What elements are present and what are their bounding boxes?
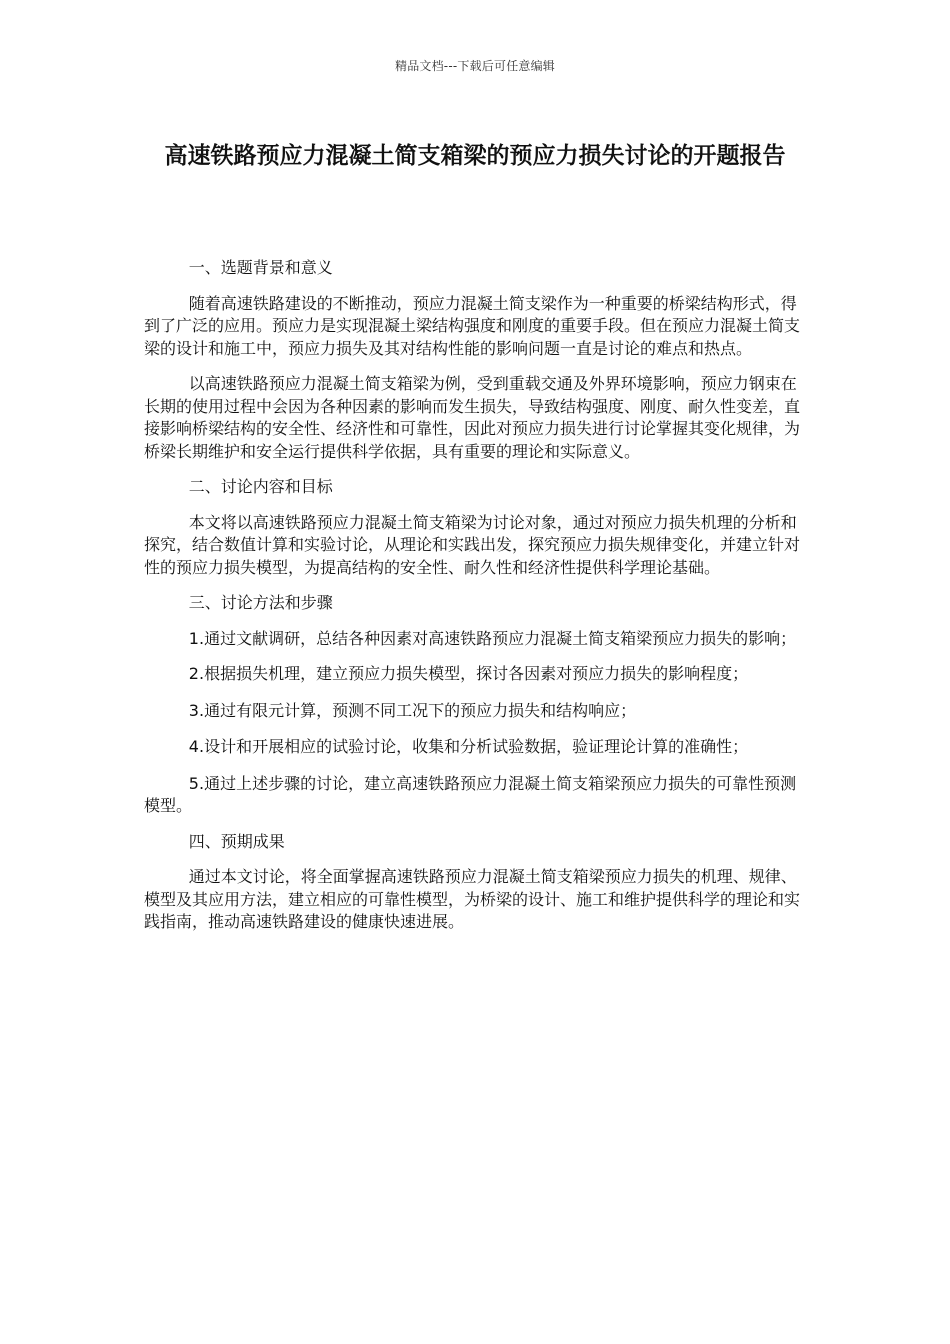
document-title: 高速铁路预应力混凝土简支箱梁的预应力损失讨论的开题报告 xyxy=(164,143,786,169)
paragraph-content-goals: 本文将以高速铁路预应力混凝土简支箱梁为讨论对象，通过对预应力损失机理的分析和探究，结合数值计算和实验讨论，从理论和实践出发，探究预应力损失规律变化，并建立针对性的预应力损失模型，为提高结构的安全性、耐久性和经济性提供科学理论基础。 xyxy=(144,512,801,577)
paragraph-background-2: 以高速铁路预应力混凝土简支箱梁为例，受到重载交通及外界环境影响，预应力钢束在长期的使用过程中会因为各种因素的影响而发生损失，导致结构强度、刚度、耐久性变差，直接影响桥梁结构的安全性、经济性和可靠性，因此对预应力损失进行讨论掌握其变化规律，为桥梁长期维护和安全运行提供科学依据，具有重要的理论和实际意义。 xyxy=(144,374,801,461)
section-heading-expected-results: 四、预期成果 xyxy=(188,831,285,851)
section-heading-methods: 三、讨论方法和步骤 xyxy=(188,593,333,612)
paragraph-background-1: 随着高速铁路建设的不断推动，预应力混凝土简支梁作为一种重要的桥梁结构形式，得到了广泛的应用。预应力是实现混凝土梁结构强度和刚度的重要手段。但在预应力混凝土简支梁的设计和施工中，预应力损失及其对结构性能的影响问题一直是讨论的难点和热点。 xyxy=(144,293,801,358)
document-body xyxy=(144,257,804,947)
method-step-5: 5.通过上述步骤的讨论，建立高速铁路预应力混凝土简支箱梁预应力损失的可靠性预测模型。 xyxy=(144,773,797,815)
method-step-2: 2.根据损失机理，建立预应力损失模型，探讨各因素对预应力损失的影响程度； xyxy=(188,664,749,683)
paragraph-expected-results: 通过本文讨论，将全面掌握高速铁路预应力混凝土简支箱梁预应力损失的机理、规律、模型及其应用方法，建立相应的可靠性模型，为桥梁的设计、施工和维护提供科学的理论和实践指南，推动高速铁路建设的健康快速进展。 xyxy=(144,867,801,931)
method-step-4: 4.设计和开展相应的试验讨论，收集和分析试验数据，验证理论计算的准确性； xyxy=(188,737,749,756)
section-heading-background: 一、选题背景和意义 xyxy=(188,258,333,277)
method-step-3: 3.通过有限元计算，预测不同工况下的预应力损失和结构响应； xyxy=(188,700,637,720)
method-step-1: 1.通过文献调研，总结各种因素对高速铁路预应力混凝土简支箱梁预应力损失的影响； xyxy=(188,628,797,648)
header-note: 精品文档---下载后可任意编辑 xyxy=(395,59,555,73)
section-heading-content-goals: 二、讨论内容和目标 xyxy=(188,477,333,496)
